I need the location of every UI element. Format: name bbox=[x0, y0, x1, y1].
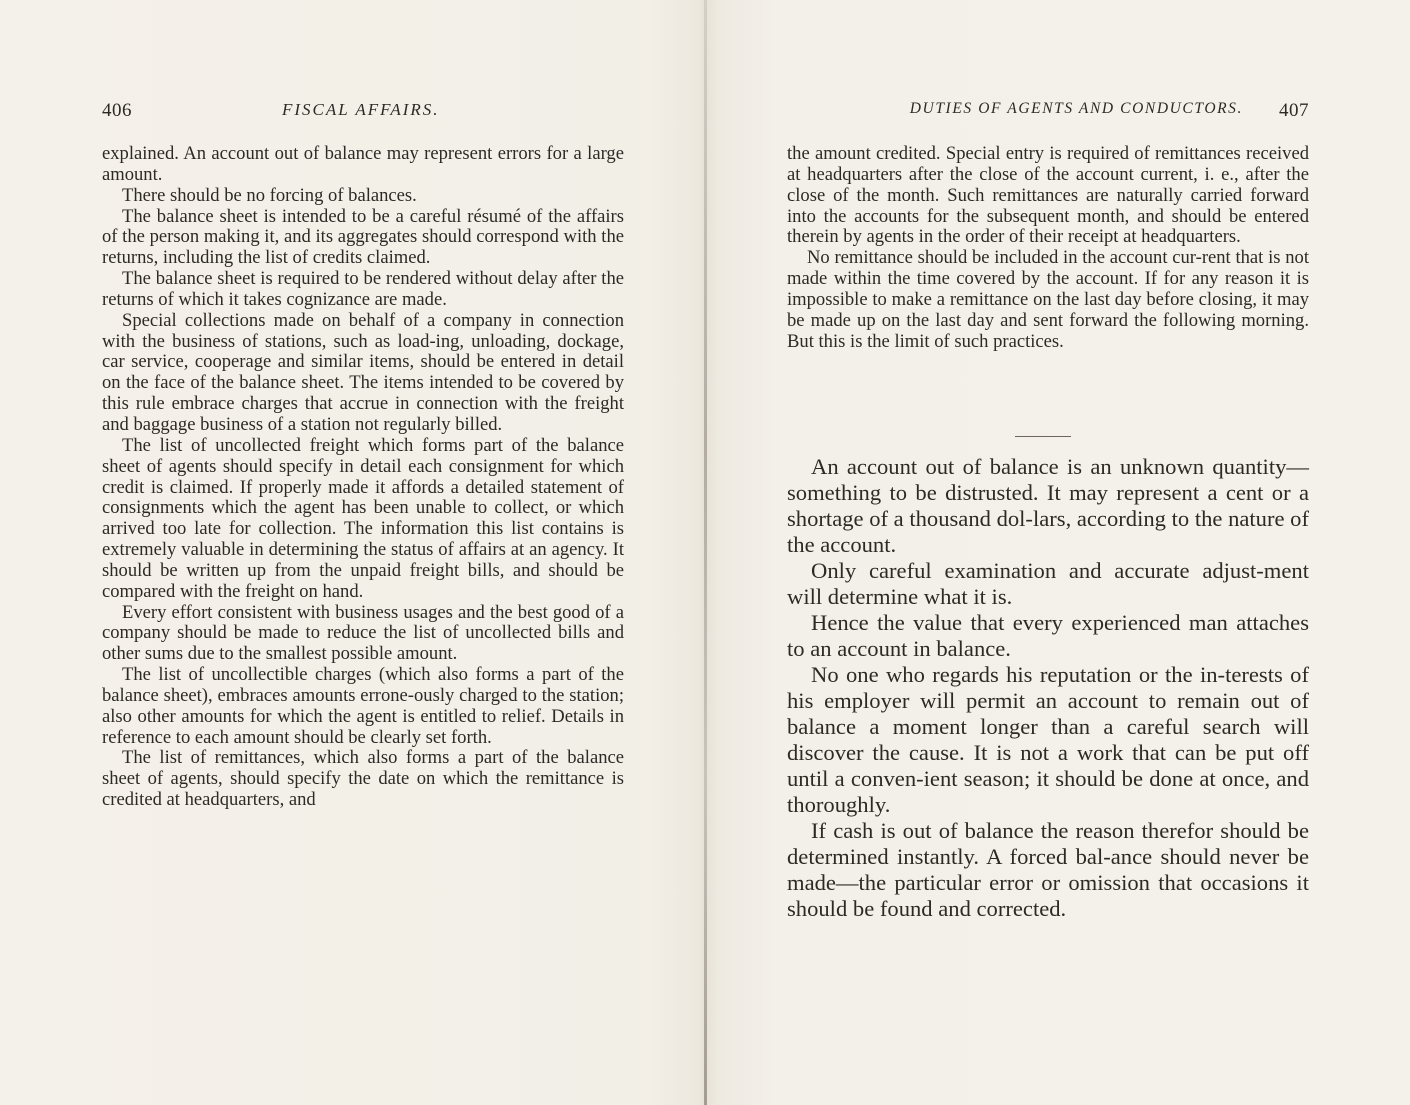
left-paragraph: Every effort consistent with business usages and the best good of a company should be made to reduce the list of uncollected bills and other sums due to the smallest possible amount. bbox=[102, 601, 624, 665]
right-large-text bbox=[787, 454, 1309, 922]
large-paragraph: If cash is out of balance the reason therefor should be determined instantly. A forced bal-ance should never be made—the particular error or omission that occasions it should be found and corrected. bbox=[787, 818, 1309, 921]
large-paragraph: Hence the value that every experienced man attaches to an account in balance. bbox=[787, 610, 1309, 661]
left-page bbox=[102, 0, 624, 1105]
left-body-text bbox=[102, 144, 624, 811]
right-running-head bbox=[787, 96, 1309, 124]
right-paragraph: No remittance should be included in the account cur-rent that is not made within the time covered by the account. If for any reason it is impossible to make a remittance on the last day before closing, it may be made up on the last day and sent forward the following morning. But this is the limit of such practices. bbox=[787, 247, 1309, 352]
section-divider bbox=[1015, 436, 1071, 437]
left-paragraph: The list of remittances, which also forms a part of the balance sheet of agents, should specify the date on which the remittance is credited at headquarters, and bbox=[102, 747, 624, 811]
left-paragraph: There should be no forcing of balances. bbox=[122, 184, 417, 206]
left-paragraph: The balance sheet is intended to be a careful résumé of the affairs of the person making it, and its aggregates should correspond with the returns, including the list of credits claimed. bbox=[102, 205, 624, 269]
book-gutter bbox=[704, 0, 707, 1105]
left-running-title: FISCAL AFFAIRS. bbox=[282, 100, 440, 119]
left-paragraph: The list of uncollectible charges (which also forms a part of the balance sheet), embraces amounts errone-ously charged to the station; also other amounts for which the agent is entitled to relief. Details in reference to each amount should be clearly set forth. bbox=[102, 664, 624, 748]
large-paragraph: No one who regards his reputation or the in-terests of his employer will permit an account to remain out of balance a moment longer than a careful search will discover the cause. It is not a work that can be put off until a conven-ient season; it should be done at once, and thoroughly. bbox=[787, 662, 1309, 817]
right-running-title: DUTIES OF AGENTS AND CONDUCTORS. bbox=[909, 100, 1243, 117]
left-running-head bbox=[102, 96, 624, 124]
left-paragraph: explained. An account out of balance may represent errors for a large amount. bbox=[102, 143, 624, 185]
left-page-number: 406 bbox=[102, 100, 132, 121]
right-page bbox=[787, 0, 1309, 1105]
left-paragraph: Special collections made on behalf of a company in connection with the business of stations, such as load-ing, unloading, dockage, car service, cooperage and similar items, should be entered in detail on the face of the balance sheet. The items intended to be covered by this rule embrace charges that accrue in connection with the freight and baggage business of a station not regularly billed. bbox=[102, 309, 624, 435]
right-page-number: 407 bbox=[1279, 100, 1309, 121]
right-body-text bbox=[787, 144, 1309, 352]
large-paragraph: Only careful examination and accurate adjust-ment will determine what it is. bbox=[787, 558, 1309, 609]
left-paragraph: The balance sheet is required to be rendered without delay after the returns of which it takes cognizance are made. bbox=[102, 268, 624, 310]
right-paragraph: the amount credited. Special entry is required of remittances received at headquarters after the close of the account current, i. e., after the close of the month. Such remittances are naturally carried forward into the accounts for the subsequent month, and should be entered therein by agents in the order of their receipt at headquarters. bbox=[787, 143, 1309, 248]
large-paragraph: An account out of balance is an unknown quantity—something to be distrusted. It may represent a cent or a shortage of a thousand dol-lars, according to the nature of the account. bbox=[787, 454, 1309, 557]
left-paragraph: The list of uncollected freight which forms part of the balance sheet of agents should specify in detail each consignment for which credit is claimed. If properly made it affords a detailed statement of consignments which the agent has been unable to collect, or which arrived too late for collection. The information this list contains is extremely valuable in determining the status of affairs at an agency. It should be written up from the unpaid freight bills, and should be compared with the freight on hand. bbox=[102, 434, 624, 602]
